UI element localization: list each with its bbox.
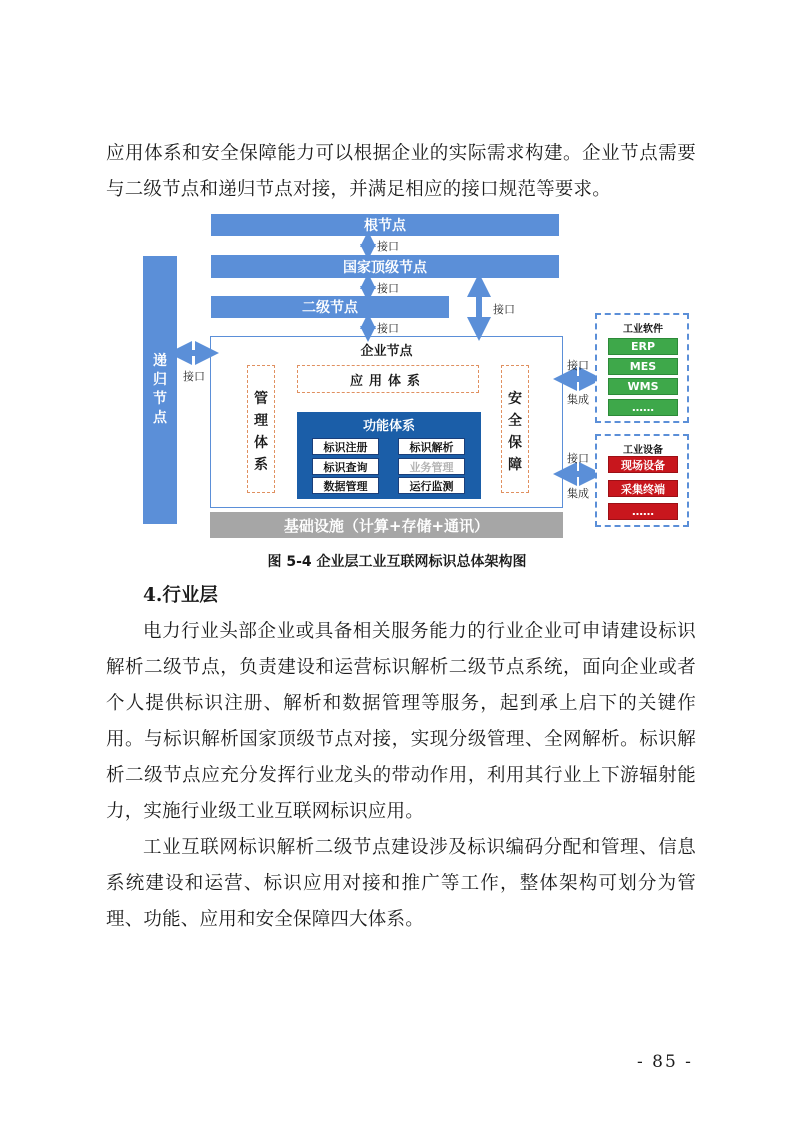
integration-label-software: 集成: [567, 393, 589, 406]
equipment-field-device: 现场设备: [608, 456, 678, 473]
interface-label-equipment: 接口: [567, 452, 589, 465]
paragraph-intro: 应用体系和安全保障能力可以根据企业的实际需求构建。企业节点需要与二级节点和递归节点对接，并满足相应的接口规范等要求。: [106, 143, 696, 200]
software-erp: ERP: [608, 338, 678, 355]
function-data-management: 数据管理: [312, 477, 379, 494]
interface-label-3: 接口: [377, 322, 399, 335]
recursive-node-label: 递归节点: [153, 353, 167, 426]
interface-label-1: 接口: [377, 240, 399, 253]
function-identifier-resolution: 标识解析: [398, 438, 465, 455]
software-more: ……: [608, 399, 678, 416]
function-identifier-registration: 标识注册: [312, 438, 379, 455]
interface-label-software: 接口: [567, 359, 589, 372]
root-node-bar: 根节点: [211, 214, 559, 236]
function-system-title: 功能体系: [362, 419, 415, 434]
application-system-box: 应用体系: [297, 365, 479, 393]
interface-label-4: 接口: [493, 303, 515, 316]
function-identifier-query: 标识查询: [312, 458, 379, 475]
function-operation-monitoring: 运行监测: [398, 477, 465, 494]
equipment-more: ……: [608, 503, 678, 520]
paragraph-industry-layer: 电力行业头部企业或具备相关服务能力的行业企业可申请建设标识解析二级节点，负责建设和运营标识解析二级节点系统，面向企业或者个人提供标识注册、解析和数据管理等服务，起到承上启下的关键作用。与标识解析国家顶级节点对接，实现分级管理、全网解析。标识解析二级节点应充分发挥行业龙头的带动作用，利用其行业上下游辐射能力，实施行业级工业互联网标识应用。: [106, 621, 696, 822]
industrial-equipment-title: 工业设备: [623, 445, 663, 456]
security-system-box: 安全保障: [501, 365, 529, 493]
national-node-bar: 国家顶级节点: [211, 255, 559, 278]
infrastructure-bar: 基础设施（计算+存储+通讯）: [210, 512, 563, 538]
software-wms: WMS: [608, 378, 678, 395]
function-business-management: 业务管理: [398, 458, 465, 475]
figure-caption: 图 5-4 企业层工业互联网标识总体架构图: [267, 554, 527, 570]
equipment-collection-terminal: 采集终端: [608, 480, 678, 497]
management-system-box: 管理体系: [247, 365, 275, 493]
secondary-node-bar: 二级节点: [211, 296, 449, 318]
software-mes: MES: [608, 358, 678, 375]
interface-label-recursive: 接口: [183, 370, 205, 383]
section-heading: 4.行业层: [143, 585, 218, 606]
industrial-software-title: 工业软件: [623, 324, 663, 335]
interface-label-2: 接口: [377, 282, 399, 295]
integration-label-equipment: 集成: [567, 487, 589, 500]
enterprise-node-title: 企业节点: [360, 344, 413, 359]
page-number: - 85 -: [637, 1052, 693, 1072]
paragraph-secondary-node: 工业互联网标识解析二级节点建设涉及标识编码分配和管理、信息系统建设和运营、标识应用对接和推广等工作，整体架构可划分为管理、功能、应用和安全保障四大体系。: [106, 837, 696, 930]
